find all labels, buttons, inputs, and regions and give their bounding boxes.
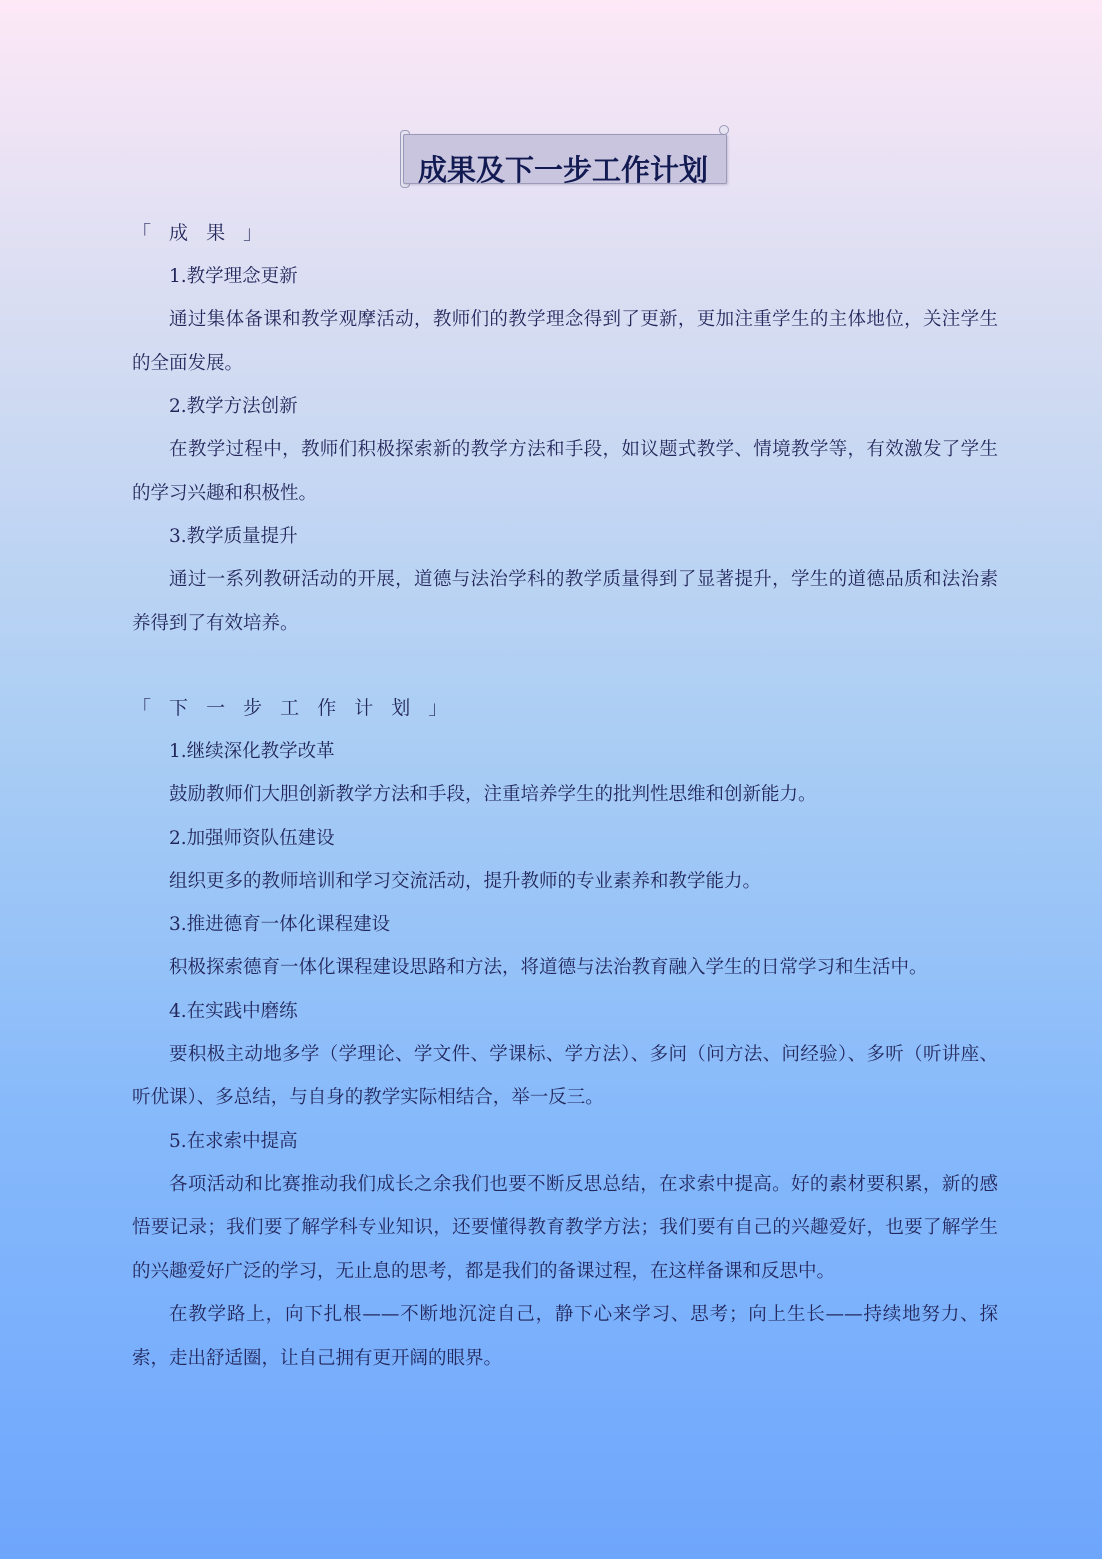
item-paragraph: 通过集体备课和教学观摩活动，教师们的教学理念得到了更新，更加注重学生的主体地位，关注学生的全面发展。: [132, 309, 998, 374]
item-paragraph: 在教学过程中，教师们积极探索新的教学方法和手段，如议题式教学、情境教学等，有效激发了学生的学习兴趣和积极性。: [132, 439, 998, 504]
item-title: 4.在实践中磨练: [169, 1000, 298, 1022]
item-paragraph: 鼓励教师们大胆创新教学方法和手段，注重培养学生的批判性思维和创新能力。: [169, 784, 817, 805]
title-banner: [403, 128, 727, 188]
section-heading: 「 下 一 步 工 作 计 划 」: [132, 697, 454, 719]
item-title: 3.教学质量提升: [169, 526, 298, 547]
title-scroll: [403, 134, 727, 187]
item-paragraph: 积极探索德育一体化课程建设思路和方法，将道德与法治教育融入学生的日常学习和生活中。: [169, 957, 928, 978]
page-title: 成果及下一步工作计划: [418, 153, 709, 187]
item-paragraph: 通过一系列教研活动的开展，道德与法治学科的教学质量得到了显著提升，学生的道德品质和法治素养得到了有效培养。: [132, 569, 998, 634]
closing-paragraph: 在教学路上，向下扎根——不断地沉淀自己，静下心来学习、思考；向上生长——持续地努力、探索，走出舒适圈，让自己拥有更开阔的眼界。: [132, 1304, 998, 1369]
section-next-steps: [132, 687, 998, 1380]
item-title: 2.加强师资队伍建设: [169, 827, 335, 849]
item-title: 1.继续深化教学改革: [169, 741, 335, 762]
item-paragraph: 组织更多的教师培训和学习交流活动，提升教师的专业素养和教学能力。: [169, 870, 762, 892]
item-paragraph: 要积极主动地多学（学理论、学文件、学课标、学方法）、多问（问方法、问经验）、多听（听讲座、听优课）、多总结，与自身的教学实际相结合，举一反三。: [132, 1043, 998, 1108]
item-title: 5.在求索中提高: [169, 1130, 298, 1152]
document-body: [132, 212, 998, 1380]
item-title: 2.教学方法创新: [169, 396, 298, 417]
section-gap: [132, 645, 998, 687]
section-achievements: [132, 212, 998, 645]
item-title: 1.教学理念更新: [169, 266, 298, 287]
item-paragraph: 各项活动和比赛推动我们成长之余我们也要不断反思总结，在求索中提高。好的素材要积累，新的感悟要记录；我们要了解学科专业知识，还要懂得教育教学方法；我们要有自己的兴趣爱好，也要了解学生的兴趣爱好广泛的学习，无止息的思考，都是我们的备课过程，在这样备课和反思中。: [132, 1173, 998, 1282]
item-title: 3.推进德育一体化课程建设: [169, 914, 391, 935]
section-heading: 「 成 果 」: [132, 222, 269, 244]
